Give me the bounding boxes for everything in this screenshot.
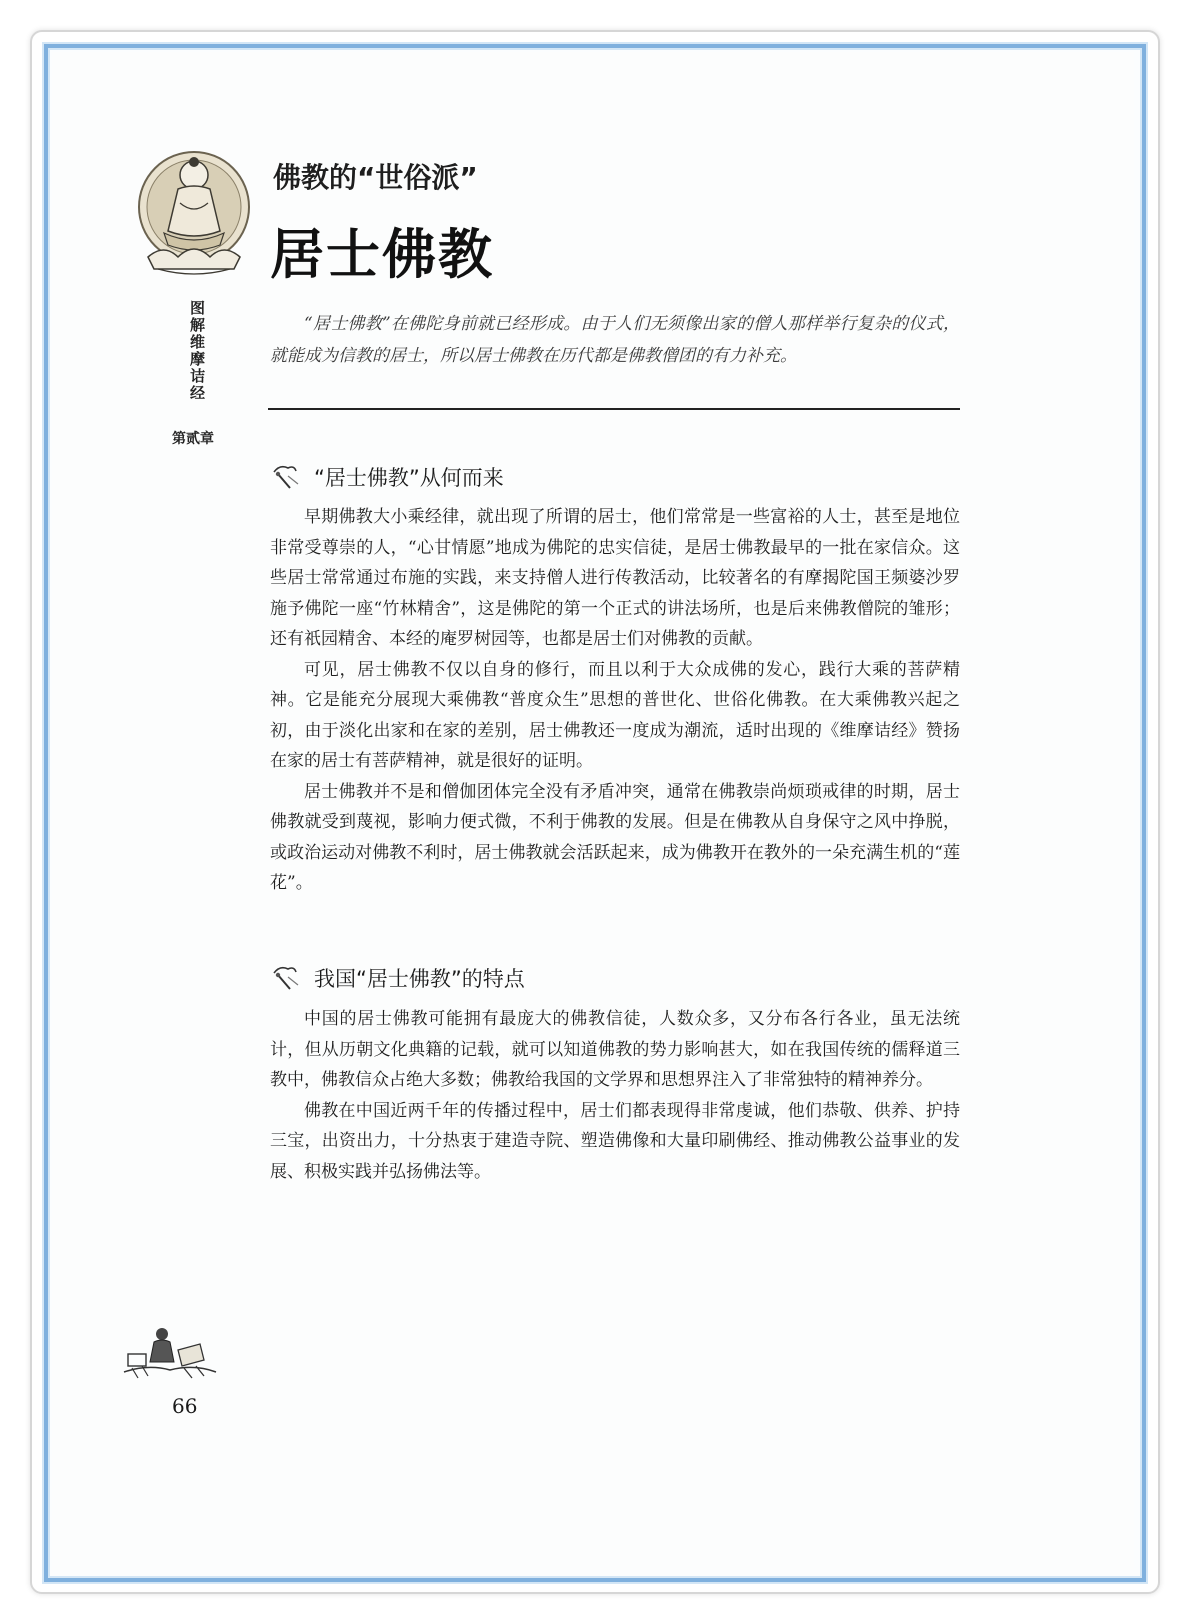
brush-icon	[270, 963, 306, 993]
page-subtitle: 佛教的“世俗派”	[273, 161, 478, 194]
page-title: 居士佛教	[270, 222, 494, 286]
section-body-origin	[270, 502, 960, 899]
brush-icon	[270, 462, 306, 492]
paragraph: 居士佛教并不是和僧伽团体完全没有矛盾冲突，通常在佛教崇尚烦琐戒律的时期，居士佛教就受到蔑视，影响力便式微，不利于佛教的发展。但是在佛教从自身保守之风中挣脱，或政治运动对佛教不利时，居士佛教就会活跃起来，成为佛教开在教外的一朵充满生机的“莲花”。	[270, 781, 960, 893]
paragraph: 早期佛教大小乘经律，就出现了所谓的居士，他们常常是一些富裕的人士，甚至是地位非常受尊崇的人，“心甘情愿”地成为佛陀的忠实信徒，是居士佛教最早的一批在家信众。这些居士常常通过布施的实践，来支持僧人进行传教活动，比较著名的有摩揭陀国王频婆沙罗施予佛陀一座“竹林精舍”，这是佛陀的第一个正式的讲法场所，也是后来佛教僧院的雏形；还有祇园精舍、本经的庵罗树园等，也都是居士们对佛教的贡献。	[270, 507, 960, 649]
buddha-icon	[134, 145, 254, 285]
section-body-features	[270, 1004, 960, 1187]
section-heading-origin	[270, 462, 504, 492]
paragraph: 中国的居士佛教可能拥有最庞大的佛教信徒，人数众多，又分布各行各业，虽无法统计，但从历朝文化典籍的记载，就可以知道佛教的势力影响甚大，如在我国传统的儒释道三教中，佛教信众占绝大多数；佛教给我国的文学界和思想界注入了非常独特的精神养分。	[270, 1009, 960, 1090]
section-heading-text: 我国“居士佛教”的特点	[314, 967, 525, 991]
chapter-label: 第贰章	[172, 431, 214, 447]
book-title-vertical: 图解维摩诘经	[188, 300, 206, 402]
section-heading-features	[270, 963, 525, 993]
intro-paragraph: “居士佛教”在佛陀身前就已经形成。由于人们无须像出家的僧人那样举行复杂的仪式，就能成为信教的居士，所以居士佛教在历代都是佛教僧团的有力补充。	[270, 314, 960, 366]
divider	[268, 408, 960, 410]
section-heading-text: “居士佛教”从何而来	[314, 466, 504, 490]
paragraph: 佛教在中国近两千年的传播过程中，居士们都表现得非常虔诚，他们恭敬、供养、护持三宝，出资出力，十分热衷于建造寺院、塑造佛像和大量印刷佛经、推动佛教公益事业的发展、积极实践并弘扬佛法等。	[270, 1100, 960, 1182]
paragraph: 可见，居士佛教不仅以自身的修行，而且以利于大众成佛的发心，践行大乘的菩萨精神。它是能充分展现大乘佛教“普度众生”思想的普世化、世俗化佛教。在大乘佛教兴起之初，由于淡化出家和在家的差别，居士佛教还一度成为潮流，适时出现的《维摩诘经》赞扬在家的居士有菩萨精神，就是很好的证明。	[270, 659, 960, 771]
page-number: 66	[172, 1394, 198, 1418]
scholar-illustration-icon	[118, 1320, 222, 1382]
